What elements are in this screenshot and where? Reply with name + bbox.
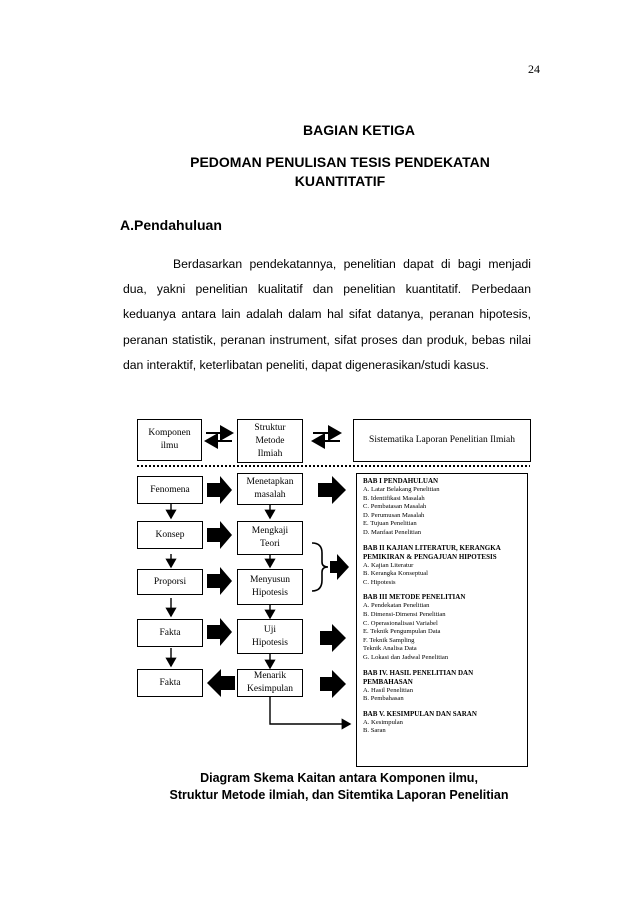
bab-item: B. Kerangka Konseptual: [363, 570, 429, 578]
header-komponen-ilmu: [137, 419, 202, 461]
bab-item: B. Saran: [363, 727, 386, 735]
mid-box-uji-hipotesis: [237, 619, 303, 654]
mid-box-menetapkan-masalah: [237, 473, 303, 505]
left-box-label: Proporsi: [153, 576, 187, 587]
intro-paragraph: Berdasarkan pendekatannya, penelitian dapat di bagi menjadi dua, yakni penelitian kualitatif dan penelitian kuantitatif. Perbedaan keduanya antara lain adalah dalam hal sifat datanya, peranan hipotesis, peranan statistik, peranan instrument, sifat proses dan produk, bebas nilai dan interaktif, keterlibatan peneliti, dapat digenerasikan/studi kasus.: [123, 257, 531, 372]
bab-title: BAB III METODE PENELITIAN: [363, 593, 466, 602]
mid-box-line: Menyusun: [249, 575, 291, 585]
caption-line-2: Struktur Metode ilmiah, dan Sitemtika Laporan Penelitian: [169, 788, 509, 802]
mid-box-line: Hipotesis: [252, 588, 288, 598]
header-sistematika-label: Sistematika Laporan Penelitian Ilmiah: [369, 435, 515, 445]
conclusion-connector: [270, 697, 350, 724]
bab-item: A. Kesimpulan: [363, 718, 403, 726]
caption-line-1: Diagram Skema Kaitan antara Komponen ilmu,: [200, 771, 478, 785]
header-arrows-1: [206, 433, 232, 441]
curly-brace: [312, 543, 328, 591]
header-komponen-line1: Komponen: [148, 428, 191, 438]
left-box-fenomena: [137, 476, 203, 504]
bab-item: A. Latar Belakang Penelitian: [363, 486, 440, 493]
bab-item: Teknik Analisa Data: [363, 645, 417, 653]
bab-item: B. Pembahasan: [363, 695, 404, 703]
bab-item: D. Manfaat Penelitian: [363, 528, 422, 536]
bab-item: C. Hipotesis: [363, 578, 396, 586]
header-arrows-2: [313, 433, 340, 441]
bab-item: A. Hasil Penelitian: [363, 686, 413, 694]
bab-title: BAB IV. HASIL PENELITIAN DAN PEMBAHASAN: [363, 668, 474, 686]
bab-title: BAB V. KESIMPULAN DAN SARAN: [363, 709, 477, 718]
mid-box-menyusun-hipotesis: [237, 569, 303, 605]
mid-box-line: Teori: [260, 539, 280, 549]
subsection-heading: A.Pendahuluan: [120, 217, 222, 233]
bab-item: C. Pembatasan Masalah: [363, 503, 427, 511]
bab-item: D. Perumusan Masalah: [363, 511, 425, 519]
block-arrows-right: [207, 476, 232, 646]
left-box-proporsi: [137, 569, 203, 595]
left-box-fakta-2: [137, 669, 203, 697]
bab-item: C. Operasionalisasi Variabel: [363, 619, 438, 627]
section-title: BAGIAN KETIGA: [303, 122, 415, 138]
bab-title: BAB I PENDAHULUAN: [363, 477, 439, 485]
header-sistematika: [353, 419, 531, 462]
bab-item: A. Pendekatan Penelitian: [363, 602, 430, 610]
left-box-label: Fenomena: [150, 484, 190, 495]
mid-box-menarik-kesimpulan: [237, 669, 303, 697]
bab-item: G. Lokasi dan Jadwal Penelitian: [363, 653, 449, 661]
header-struktur-line2: Metode: [255, 435, 285, 446]
left-box-fakta-1: [137, 619, 203, 647]
header-struktur-line1: Struktur: [254, 422, 286, 433]
bab-item: B. Identifikasi Masalah: [363, 494, 425, 502]
mid-box-line: masalah: [254, 490, 286, 500]
left-box-label: Konsep: [155, 529, 185, 540]
bab-item: F. Teknik Sampling: [363, 636, 415, 644]
mid-box-line: Kesimpulan: [247, 684, 293, 694]
mid-box-line: Menetapkan: [246, 477, 294, 487]
left-box-konsep: [137, 521, 203, 549]
block-arrows-to-bab: [318, 476, 349, 698]
page-number: 24: [528, 62, 540, 76]
header-komponen-line2: ilmu: [160, 441, 179, 451]
bab-item: B. Dimensi-Dimensi Penelitian: [363, 610, 446, 618]
bab-title: BAB II KAJIAN LITERATUR, KERANGKA PEMIKIRAN & PENGAJUAN HIPOTESIS: [363, 543, 501, 561]
header-struktur-line3: Ilmiah: [257, 448, 283, 459]
left-box-label: Fakta: [159, 627, 181, 638]
mid-box-line: Mengkaji: [251, 526, 289, 536]
mid-box-line: Uji: [263, 624, 277, 635]
left-box-label: Fakta: [159, 677, 181, 688]
bab-outline-box: [356, 473, 528, 767]
block-arrow-left: [207, 669, 235, 697]
bab-item: E. Tujuan Penelitian: [363, 520, 417, 528]
bab-item: E. Teknik Pengumpulan Data: [363, 628, 441, 636]
mid-box-line: Menarik: [253, 671, 287, 681]
bab-item: A. Kajian Literatur: [363, 561, 414, 569]
document-title: PEDOMAN PENULISAN TESIS PENDEKATAN KUANTITATIF: [190, 154, 490, 189]
mid-box-line: Hipotesis: [252, 637, 288, 648]
diagram-caption: [0, 770, 638, 804]
mid-box-mengkaji-teori: [237, 521, 303, 555]
header-struktur-metode: [237, 419, 303, 463]
